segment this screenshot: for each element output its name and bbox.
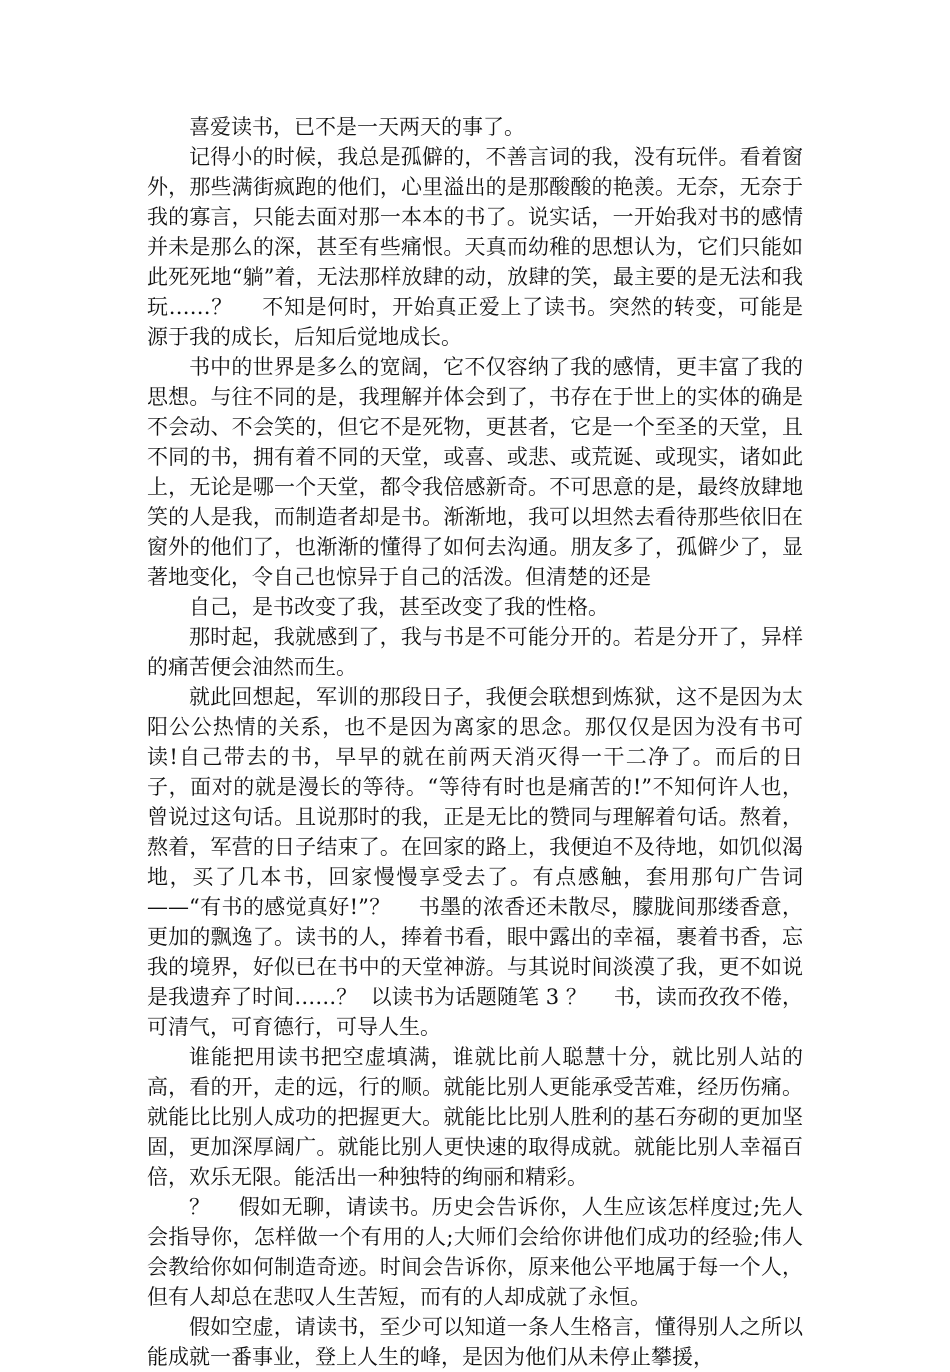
- paragraph-3: 书中的世界是多么的宽阔，它不仅容纳了我的感情，更丰富了我的思想。与往不同的是，我理解并体会到了，书存在于世上的实体的确是不会动、不会笑的，但它不是死物，更甚者，它是一个至圣的天堂，且不同的书，拥有着不同的天堂，或喜、或悲、或荒诞、或现实，诸如此上，无论是哪一个天堂，都令我倍感新奇。不可思意的是，最终放肆地笑的人是我，而制造者却是书。渐渐地，我可以坦然去看待那些依旧在窗外的他们了，也渐渐的懂得了如何去沟通。朋友多了，孤僻少了，显著地变化，令自己也惊异于自己的活泼。但清楚的还是: [147, 355, 803, 589]
- paragraph-5: 那时起，我就感到了，我与书是不可能分开的。若是分开了，异样的痛苦便会油然而生。: [147, 625, 803, 679]
- paragraph-1: 喜爱读书，已不是一天两天的事了。: [189, 115, 525, 139]
- paragraph-8: ？ 假如无聊，请读书。历史会告诉你，人生应该怎样度过;先人会指导你，怎样做一个有用的人;大师们会给你讲他们成功的经验;伟人会教给你如何制造奇迹。时间会告诉你，原来他公平地属于每一个人，但有人却总在悲叹人生苦短，而有的人却成就了永恒。: [147, 1195, 803, 1309]
- paragraph-9: 假如空虚，请读书，至少可以知道一条人生格言，懂得别人之所以能成就一番事业，登上人生的峰，是因为他们从未停止攀援，: [147, 1315, 803, 1369]
- paragraph-6: 就此回想起，军训的那段日子，我便会联想到炼狱，这不是因为太阳公公热情的关系，也不是因为离家的思念。那仅仅是因为没有书可读!自己带去的书，早早的就在前两天消灭得一干二净了。而后的日子，面对的就是漫长的等待。“等待有时也是痛苦的!”不知何许人也，曾说过这句话。且说那时的我，正是无比的赞同与理解着句话。熬着，熬着，军营的日子结束了。在回家的路上，我便迫不及待地，如饥似渴地，买了几本书，回家慢慢享受去了。有点感触，套用那句广告词——“有书的感觉真好!”？ 书墨的浓香还未散尽，朦胧间那缕香意，更加的飘逸了。读书的人，捧着书看，眼中露出的幸福，裹着书香，忘我的境界，好似已在书中的天堂神游。与其说时间淡漠了我，更不如说是我遗弃了时间……？ 以读书为话题随笔 3 ？ 书，读而孜孜不倦，可清气，可育德行，可导人生。: [147, 685, 803, 1039]
- paragraph-7: 谁能把用读书把空虚填满，谁就比前人聪慧十分，就比别人站的高，看的开，走的远，行的顺。就能比别人更能承受苦难，经历伤痛。就能比比别人成功的把握更大。就能比比别人胜利的基石夯砌的更加坚固，更加深厚阔广。就能比别人更快速的取得成就。就能比别人幸福百倍，欢乐无限。能活出一种独特的绚丽和精彩。: [147, 1045, 803, 1189]
- paragraph-2: 记得小的时候，我总是孤僻的，不善言词的我，没有玩伴。看着窗外，那些满街疯跑的他们，心里溢出的是那酸酸的艳羡。无奈，无奈于我的寡言，只能去面对那一本本的书了。说实话，一开始我对书的感情并未是那么的深，甚至有些痛恨。天真而幼稚的思想认为，它们只能如此死死地“躺”着，无法那样放肆的动，放肆的笑，最主要的是无法和我玩……？ 不知是何时，开始真正爱上了读书。突然的转变，可能是源于我的成长，后知后觉地成长。: [147, 145, 803, 349]
- paragraph-4: 自己，是书改变了我，甚至改变了我的性格。: [189, 595, 609, 619]
- document-page: [147, 112, 803, 1372]
